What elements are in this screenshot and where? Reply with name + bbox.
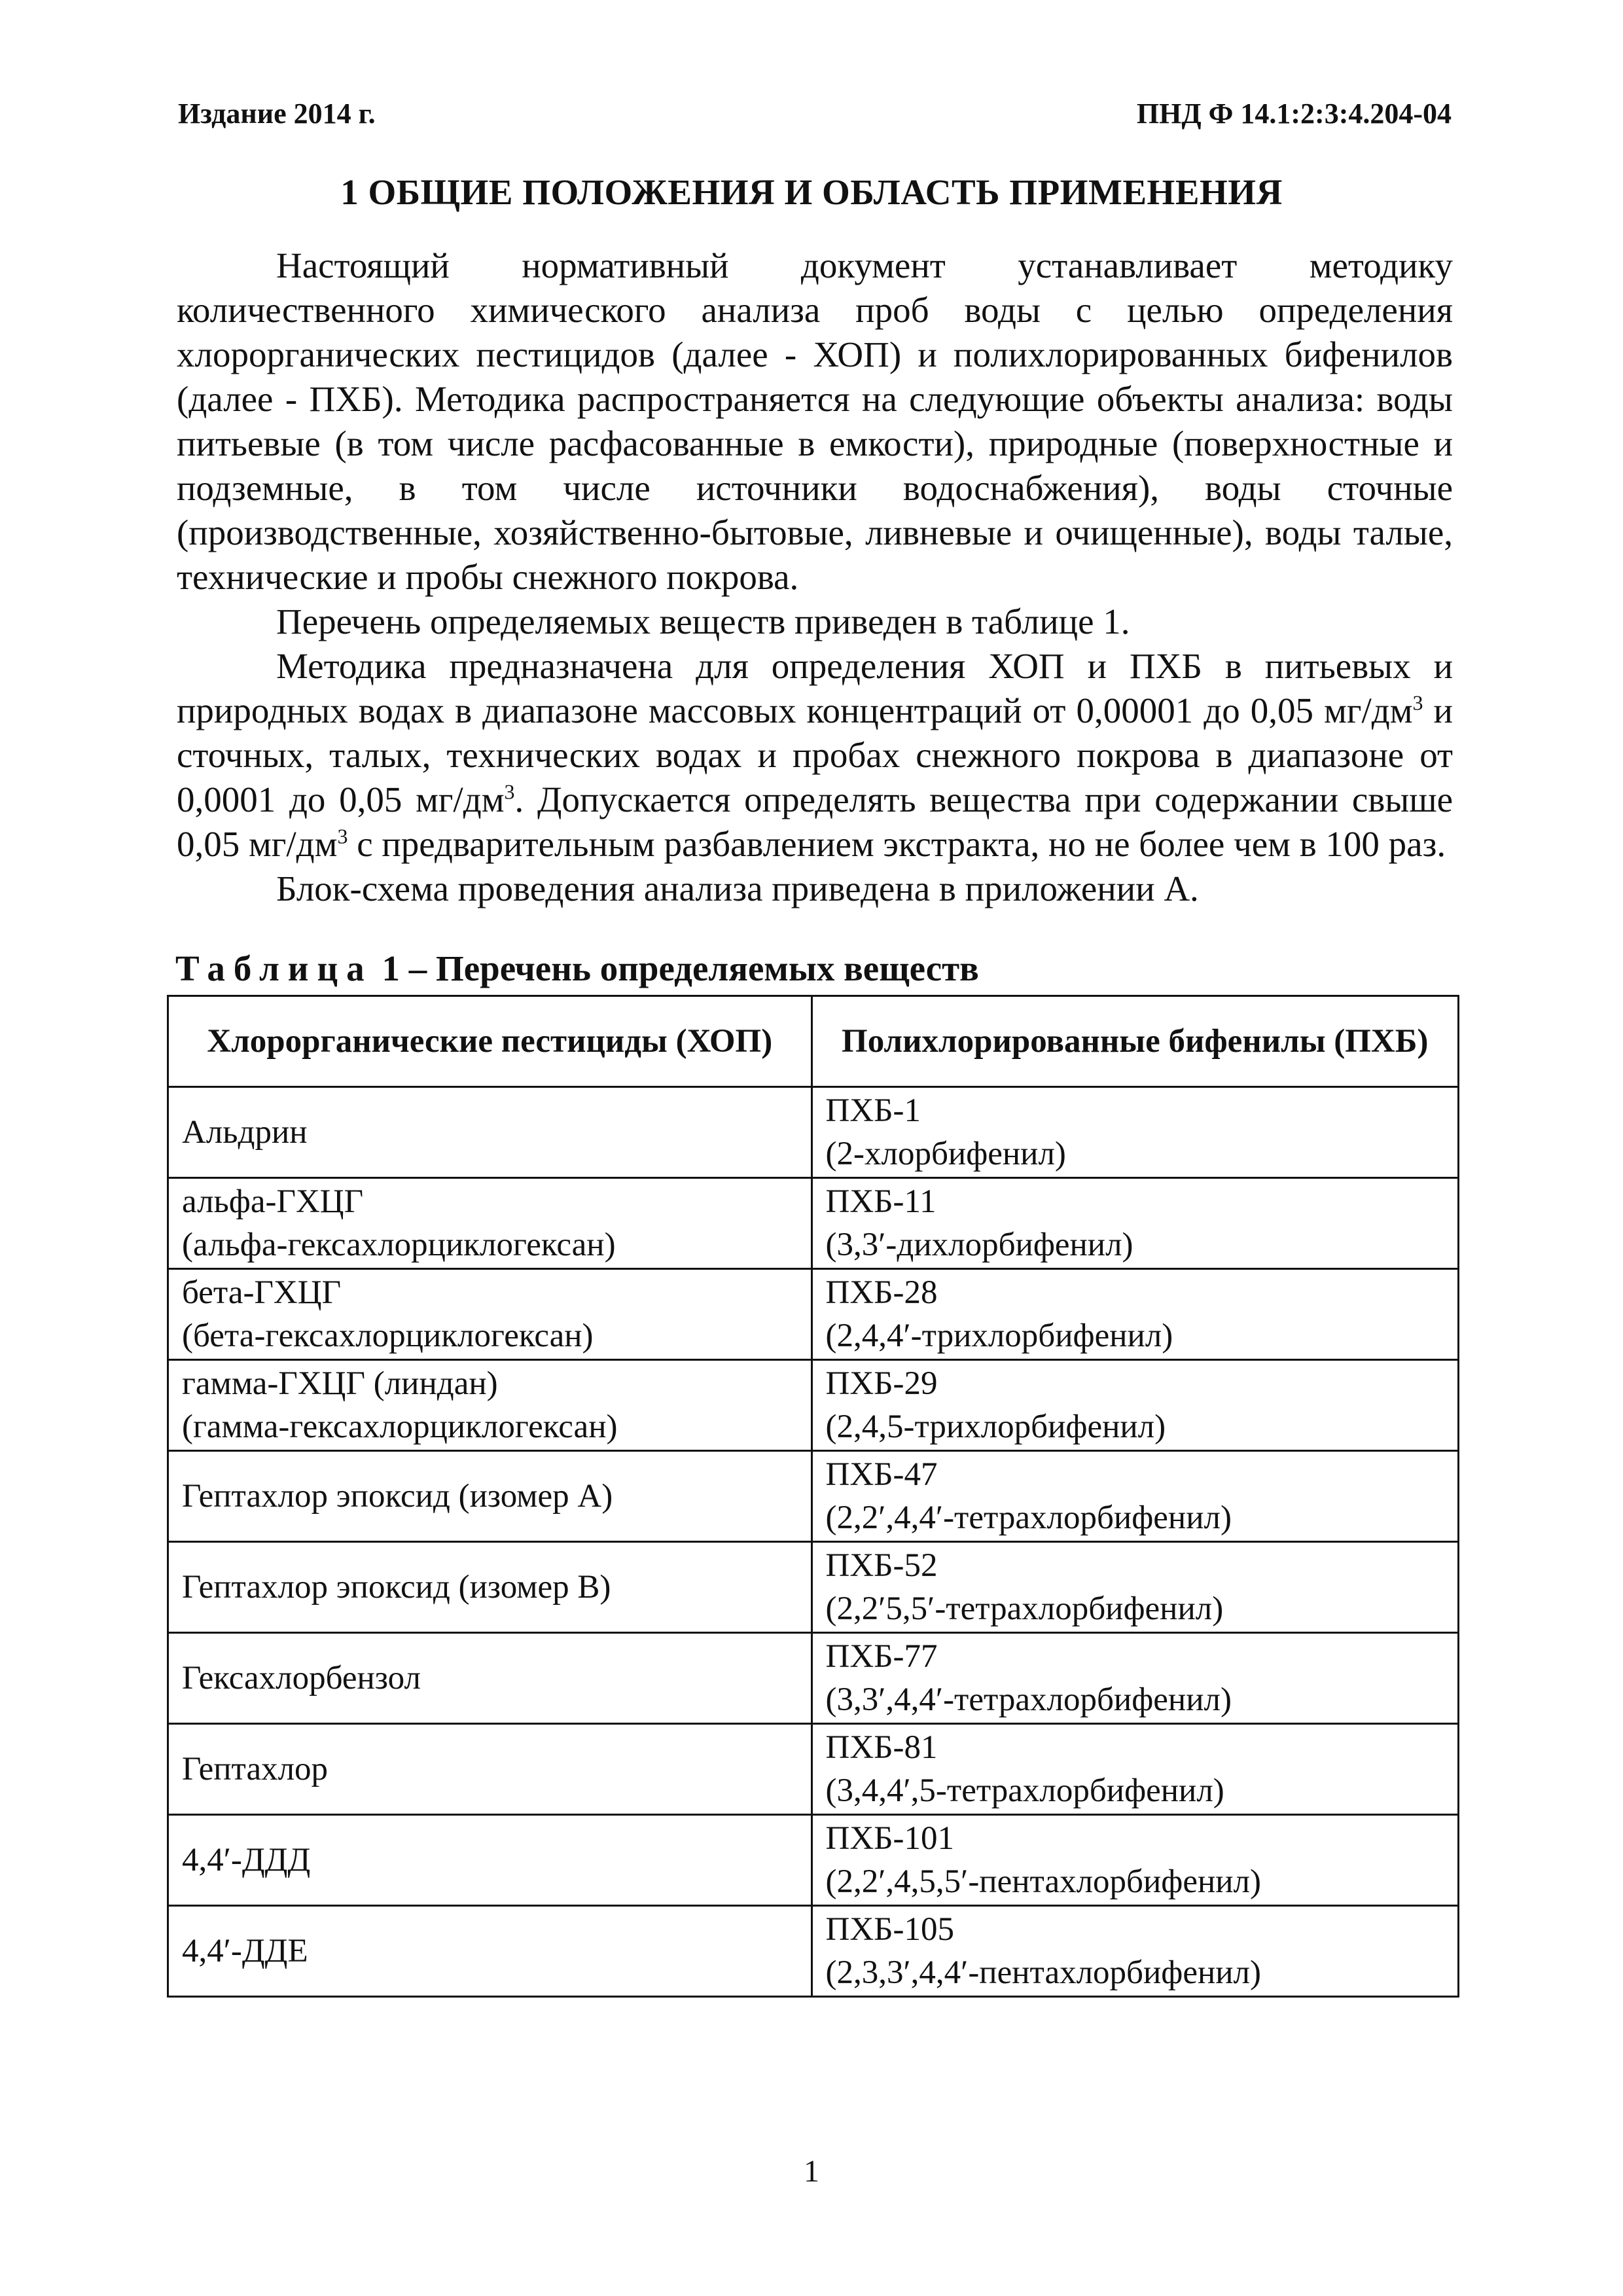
table-row [168, 1542, 1459, 1633]
pesticide-cell-line-1: Альдрин [182, 1114, 308, 1151]
table-caption-title: 1 – Перечень определяемых веществ [372, 948, 979, 988]
pesticide-cell [168, 1633, 812, 1724]
substances-table [167, 995, 1459, 1998]
table-row [168, 1724, 1459, 1815]
pesticide-cell [168, 1542, 812, 1633]
pesticide-cell-line-1: альфа-ГХЦГ [182, 1183, 364, 1220]
pesticide-cell [168, 1724, 812, 1815]
paragraph-concentration-range [177, 644, 1453, 867]
biphenyl-cell [812, 1542, 1458, 1633]
biphenyl-cell-line-2: (2,4,4′-трихлорбифенил) [825, 1318, 1173, 1354]
range-text-part-3: . Допускается определять вещества при содержании свыше 0,05 мг/дм [177, 780, 1454, 864]
pesticide-cell [168, 1269, 812, 1360]
pesticide-cell-line-1: Гептахлор эпоксид (изомер В) [182, 1569, 611, 1605]
superscript-3: 3 [504, 780, 515, 804]
pesticide-cell-line-1: 4,4′-ДДЕ [182, 1933, 308, 1969]
biphenyl-cell-line-2: (2,3,3′,4,4′-пентахлорбифенил) [825, 1954, 1261, 1991]
biphenyl-cell [812, 1906, 1458, 1997]
biphenyl-cell-line-1: ПХБ-47 [825, 1456, 938, 1493]
paragraph-flowchart-reference: Блок-схема проведения анализа приведена в приложении А. [276, 869, 1199, 908]
biphenyl-cell-line-1: ПХБ-28 [825, 1274, 938, 1311]
pesticide-cell-line-1: 4,4′-ДДД [182, 1842, 311, 1878]
biphenyl-cell-line-2: (2,4,5-трихлорбифенил) [825, 1408, 1166, 1445]
header-polychlorinated-biphenyls: Полихлорированные бифенилы (ПХБ) [812, 996, 1458, 1087]
biphenyl-cell-line-1: ПХБ-77 [825, 1638, 938, 1675]
paragraph-scope: Настоящий нормативный документ устанавливает методику количественного химического анализа проб воды с целью определения хлорорганических пестицидов (далее - ХОП) и полихлорированных бифенилов (далее - ПХБ). Методика распространяется на следующие объекты анализа: воды питьевые (в том числе расфасованные в емкости), природные (поверхностные и подземные, в том числе источники водоснабжения), воды сточные (производственные, хозяйственно-бытовые, ливневые и очищенные), воды талые, технические и пробы снежного покрова. [177, 245, 1453, 597]
pesticide-cell [168, 1087, 812, 1178]
biphenyl-cell-line-2: (3,3′-дихлорбифенил) [825, 1227, 1133, 1263]
pesticide-cell-line-1: Гептахлор [182, 1751, 329, 1787]
table-row [168, 1815, 1459, 1906]
table-row [168, 1360, 1459, 1451]
paragraph-table-reference: Перечень определяемых веществ приведен в таблице 1. [276, 601, 1130, 641]
biphenyl-cell [812, 1178, 1458, 1269]
biphenyl-cell-line-2: (2-хлорбифенил) [825, 1136, 1066, 1172]
biphenyl-cell-line-2: (3,3′,4,4′-тетрахлорбифенил) [825, 1681, 1232, 1718]
biphenyl-cell-line-1: ПХБ-1 [825, 1092, 921, 1129]
pesticide-cell-line-1: Гексахлорбензол [182, 1660, 421, 1696]
biphenyl-cell [812, 1633, 1458, 1724]
page-number: 1 [804, 2154, 819, 2189]
pesticide-cell [168, 1360, 812, 1451]
range-text-part-4: с предварительным разбавлением экстракта, но не более чем в 100 раз. [348, 824, 1446, 864]
biphenyl-cell-line-1: ПХБ-52 [825, 1547, 938, 1584]
section-title: 1 ОБЩИЕ ПОЛОЖЕНИЯ И ОБЛАСТЬ ПРИМЕНЕНИЯ [340, 172, 1283, 212]
superscript-3: 3 [337, 824, 348, 848]
biphenyl-cell [812, 1724, 1458, 1815]
pesticide-cell-line-1: гамма-ГХЦГ (линдан) [182, 1365, 498, 1402]
edition-label: Издание 2014 г. [178, 98, 376, 130]
pesticide-cell-line-2: (альфа-гексахлорциклогексан) [182, 1227, 616, 1263]
biphenyl-cell-line-2: (2,2′5,5′-тетрахлорбифенил) [825, 1590, 1224, 1627]
biphenyl-cell [812, 1360, 1458, 1451]
pesticide-cell [168, 1178, 812, 1269]
biphenyl-cell [812, 1087, 1458, 1178]
biphenyl-cell-line-2: (2,2′,4,4′-тетрахлорбифенил) [825, 1499, 1232, 1536]
pesticide-cell-line-1: Гептахлор эпоксид (изомер А) [182, 1478, 613, 1515]
superscript-3: 3 [1412, 691, 1423, 715]
header-organochlorine-pesticides: Хлорорганические пестициды (ХОП) [168, 996, 812, 1087]
biphenyl-cell-line-2: (2,2′,4,5,5′-пентахлорбифенил) [825, 1863, 1261, 1900]
table-row [168, 1633, 1459, 1724]
document-code: ПНД Ф 14.1:2:3:4.204-04 [1136, 98, 1452, 130]
biphenyl-cell [812, 1451, 1458, 1542]
pesticide-cell-line-1: бета-ГХЦГ [182, 1274, 342, 1311]
table-caption-prefix: Таблица [175, 948, 373, 988]
biphenyl-cell [812, 1815, 1458, 1906]
pesticide-cell [168, 1815, 812, 1906]
range-text-part-1: Методика предназначена для определения ХОП и ПХБ в питьевых и природных водах в диапазоне массовых концентраций от 0,00001 до 0,05 мг/дм [177, 646, 1453, 730]
biphenyl-cell-line-1: ПХБ-29 [825, 1365, 938, 1402]
pesticide-cell [168, 1451, 812, 1542]
table-caption [175, 948, 979, 989]
range-text-part-2: и сточных, талых, технических водах и пробах снежного покрова в диапазоне от 0,0001 до 0,05 мг/дм [177, 691, 1453, 819]
biphenyl-cell-line-1: ПХБ-11 [825, 1183, 936, 1220]
biphenyl-cell-line-1: ПХБ-105 [825, 1911, 954, 1948]
table-row [168, 1178, 1459, 1269]
biphenyl-cell [812, 1269, 1458, 1360]
biphenyl-cell-line-1: ПХБ-81 [825, 1729, 938, 1766]
biphenyl-cell-line-2: (3,4,4′,5-тетрахлорбифенил) [825, 1772, 1224, 1809]
pesticide-cell-line-2: (бета-гексахлорциклогексан) [182, 1318, 594, 1354]
table-header-row [168, 996, 1459, 1087]
table-row [168, 1269, 1459, 1360]
table-row [168, 1451, 1459, 1542]
table-row [168, 1906, 1459, 1997]
biphenyl-cell-line-1: ПХБ-101 [825, 1820, 954, 1857]
body-text [177, 243, 1453, 911]
pesticide-cell-line-2: (гамма-гексахлорциклогексан) [182, 1408, 618, 1445]
pesticide-cell [168, 1906, 812, 1997]
table-row [168, 1087, 1459, 1178]
